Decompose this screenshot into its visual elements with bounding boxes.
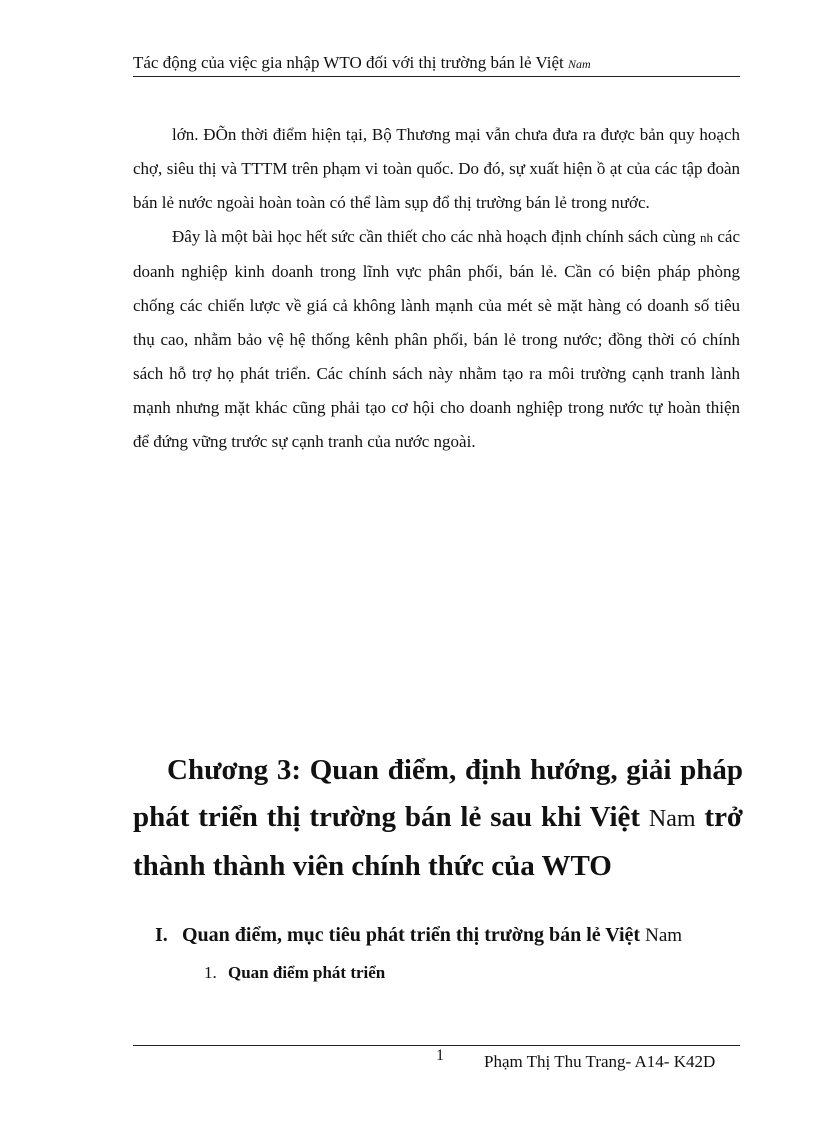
footer-rule (133, 1045, 740, 1046)
chapter-title-nam: Nam (648, 806, 696, 832)
section-heading (155, 924, 682, 947)
section-title-nam: Nam (645, 925, 683, 946)
section-title: Quan điểm, mục tiêu phát triển thị trường bán lẻ Việt (182, 924, 641, 946)
section-number: I. (155, 924, 168, 946)
subsection-number: 1. (204, 963, 217, 982)
running-header (133, 50, 740, 77)
paragraph-1: lớn. ĐÕn thời điểm hiện tại, Bộ Thương mại vẫn chưa đưa ra được bản quy hoạch chợ, siêu thị và TTTM trên phạm vi toàn quốc. Do đó, sự xuất hiện ồ ạt của các tập đoàn bán lẻ nước ngoài hoàn toàn có thể làm sụp đổ thị trường bán lẻ trong nước. (133, 125, 740, 212)
footer-author: Phạm Thị Thu Trang- A14- K42D (484, 1052, 716, 1071)
body-text (133, 118, 740, 459)
paragraph-2-small: nh (700, 230, 714, 245)
chapter-title (133, 747, 743, 890)
paragraph-2-part-b: các doanh nghiệp kinh doanh trong lĩnh vực phân phối, bán lẻ. Cần có biện pháp phòng chống các chiến lược về giá cả không lành mạnh của mét sè mặt hàng có doanh số tiêu thụ cao, nhằm bảo vệ hệ thống kênh phân phối, bán lẻ trong nước; đồng thời có chính sách hỗ trợ họ phát triển. Các chính sách này nhằm tạo ra môi trường cạnh tranh lành mạnh nhưng mặt khác cũng phải tạo cơ hội cho doanh nghiệp trong nước tự hoàn thiện để đứng vững trước sự cạnh tranh của nước ngoài. (133, 227, 741, 451)
subsection-heading (204, 963, 385, 983)
paragraph-2-part-a: Đây là một bài học hết sức cần thiết cho các nhà hoạch định chính sách cùng (172, 227, 696, 246)
chapter-title-part-b: trở thành thành viên chính thức của WTO (133, 801, 743, 882)
page-number: 1 (436, 1047, 444, 1064)
chapter-title-part-a: Chương 3: Quan điểm, định hướng, giải pháp phát triển thị trường bán lẻ sau khi Việt (133, 754, 743, 833)
chapter-heading (133, 747, 743, 890)
header-title-end: Nam (568, 57, 591, 71)
header-title: Tác động của việc gia nhập WTO đối với thị trường bán lẻ Việt (133, 53, 564, 72)
subsection-title: Quan điểm phát triển (228, 963, 386, 982)
paragraph-2 (133, 220, 740, 459)
